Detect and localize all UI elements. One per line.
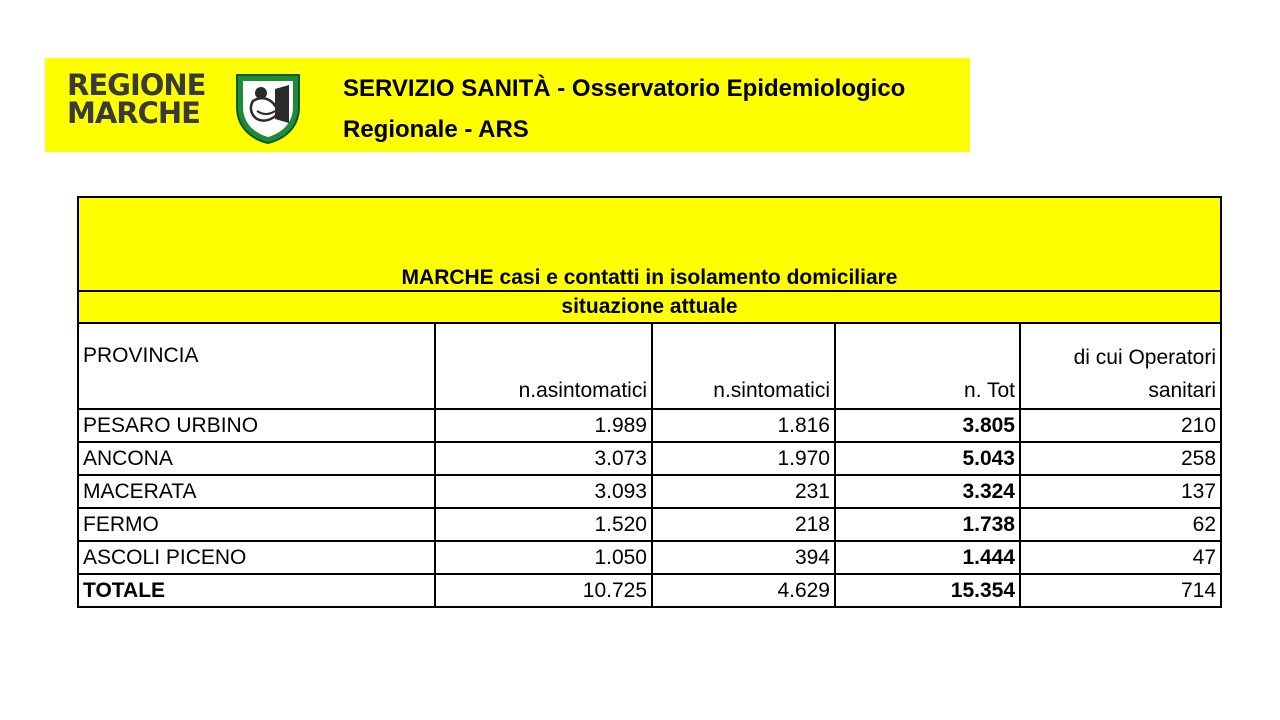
table-subtitle: situazione attuale (78, 291, 1221, 323)
table-row (78, 442, 1221, 475)
cell-operatori: 47 (1020, 541, 1221, 574)
cell-asintomatici: 1.989 (435, 409, 652, 442)
cell-sintomatici: 1.816 (652, 409, 835, 442)
table-row (78, 475, 1221, 508)
column-header-tot: n. Tot (835, 323, 1020, 409)
cell-operatori: 210 (1020, 409, 1221, 442)
header-title (343, 68, 905, 150)
cell-provincia: PESARO URBINO (78, 409, 435, 442)
logo-line-2: MARCHE (67, 96, 200, 130)
regione-marche-emblem-icon (231, 71, 305, 145)
table-row (78, 508, 1221, 541)
table-row (78, 541, 1221, 574)
cell-asintomatici: 3.073 (435, 442, 652, 475)
header-title-line-1: SERVIZIO SANITÀ - Osservatorio Epidemiologico (343, 75, 906, 102)
cell-tot: 3.805 (835, 409, 1020, 442)
table-row (78, 409, 1221, 442)
cell-provincia: ASCOLI PICENO (78, 541, 435, 574)
column-header-operatori-line-2: sanitari (1148, 379, 1217, 402)
cell-total-tot: 15.354 (835, 574, 1020, 607)
cell-sintomatici: 1.970 (652, 442, 835, 475)
header-banner (45, 58, 970, 152)
cell-provincia: ANCONA (78, 442, 435, 475)
cell-tot: 1.444 (835, 541, 1020, 574)
cell-sintomatici: 231 (652, 475, 835, 508)
regione-marche-logo (67, 68, 206, 130)
table-subtitle-row (78, 291, 1221, 323)
cell-total-sintomatici: 4.629 (652, 574, 835, 607)
cell-tot: 3.324 (835, 475, 1020, 508)
table-total-row (78, 574, 1221, 607)
table-title-row (78, 197, 1221, 291)
column-header-operatori (1020, 323, 1221, 409)
column-header-sintomatici: n.sintomatici (652, 323, 835, 409)
cell-asintomatici: 3.093 (435, 475, 652, 508)
logo-line-1: REGIONE (67, 68, 206, 102)
cell-sintomatici: 394 (652, 541, 835, 574)
cell-total-asintomatici: 10.725 (435, 574, 652, 607)
cell-asintomatici: 1.050 (435, 541, 652, 574)
cell-tot: 1.738 (835, 508, 1020, 541)
isolation-table (77, 196, 1222, 608)
cell-sintomatici: 218 (652, 508, 835, 541)
cell-tot: 5.043 (835, 442, 1020, 475)
cell-operatori: 258 (1020, 442, 1221, 475)
column-header-provincia: PROVINCIA (78, 323, 435, 409)
header-title-line-2: Regionale - ARS (343, 116, 529, 143)
column-header-operatori-line-1: di cui Operatori (1073, 346, 1217, 369)
cell-total-operatori: 714 (1020, 574, 1221, 607)
cell-provincia: MACERATA (78, 475, 435, 508)
cell-provincia: FERMO (78, 508, 435, 541)
column-header-asintomatici: n.asintomatici (435, 323, 652, 409)
cell-operatori: 137 (1020, 475, 1221, 508)
column-header-row (78, 323, 1221, 409)
cell-operatori: 62 (1020, 508, 1221, 541)
table-title: MARCHE casi e contatti in isolamento domiciliare (78, 197, 1221, 291)
cell-asintomatici: 1.520 (435, 508, 652, 541)
cell-total-label: TOTALE (78, 574, 435, 607)
